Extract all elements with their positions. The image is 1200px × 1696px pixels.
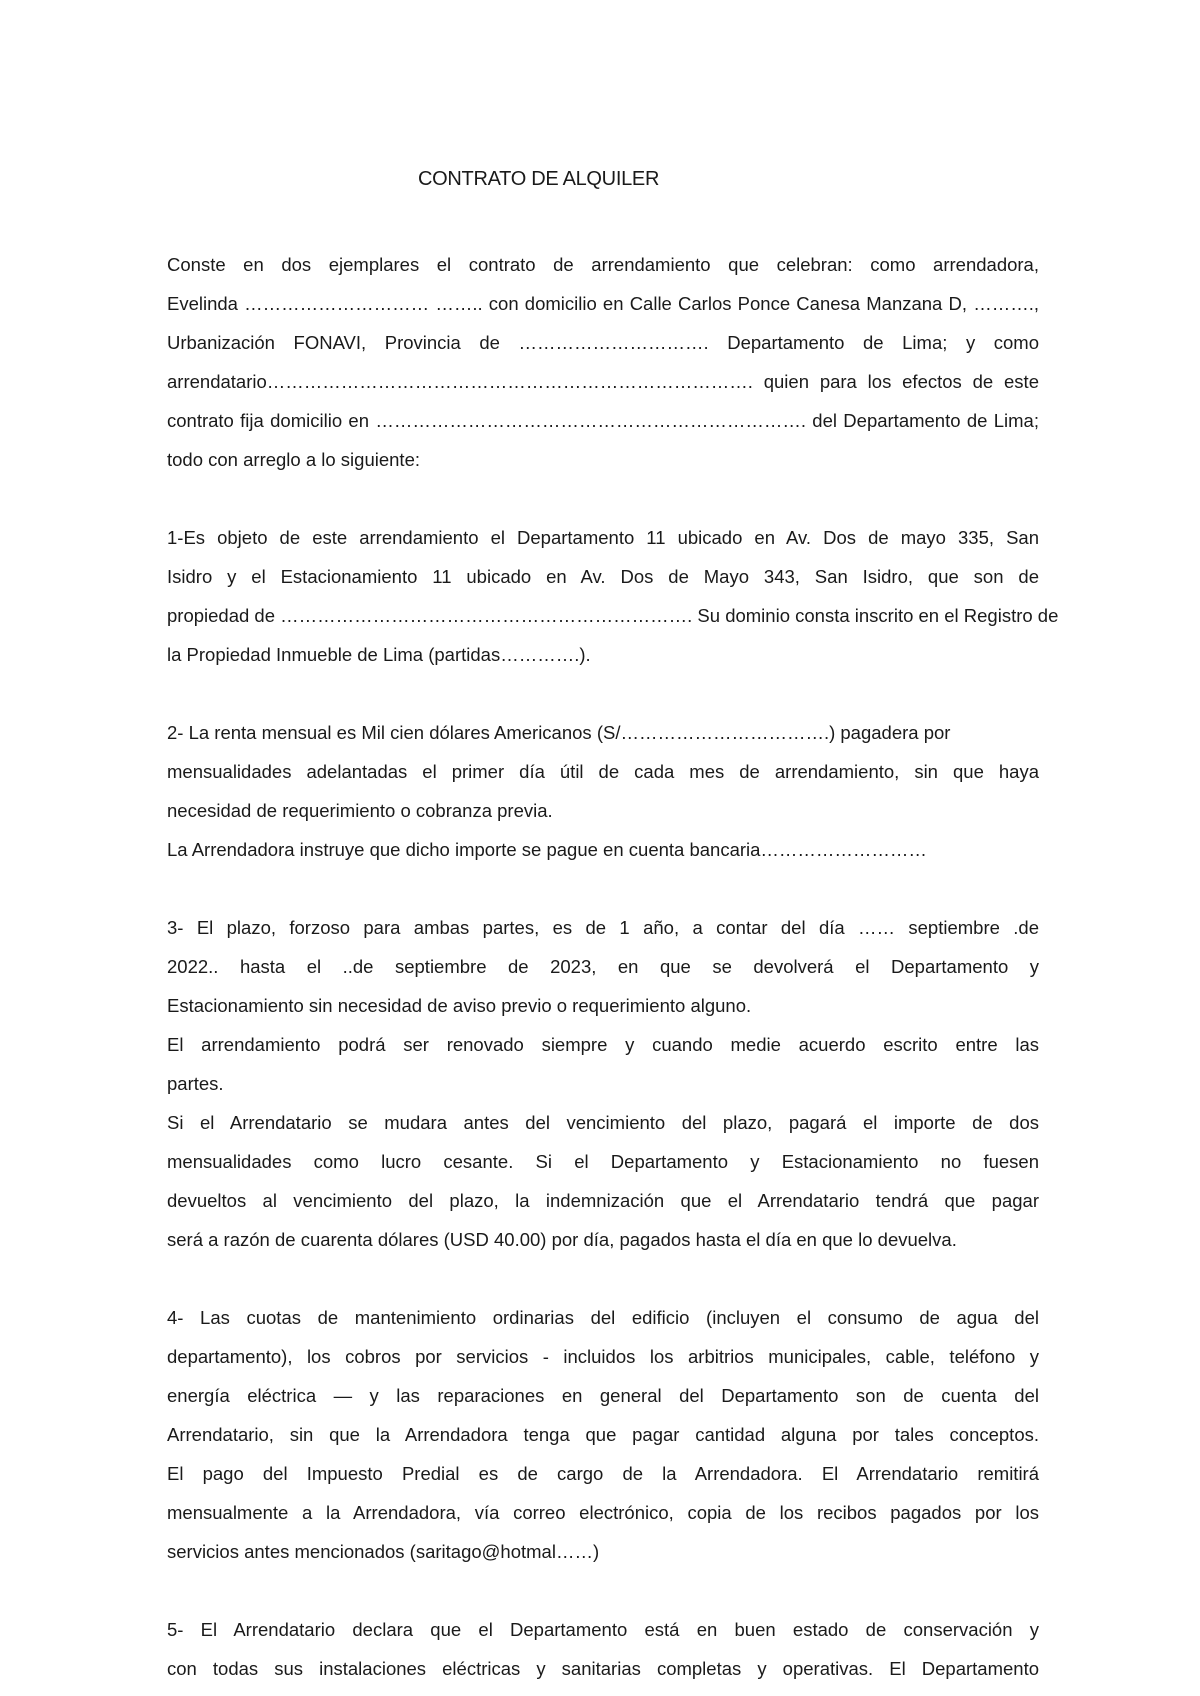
- text-line: El arrendamiento podrá ser renovado siempre y cuando medie acuerdo escrito entre las: [167, 1034, 1039, 1055]
- text-line: El pago del Impuesto Predial es de cargo de la Arrendadora. El Arrendatario remitirá: [167, 1463, 1039, 1484]
- text-line: la Propiedad Inmueble de Lima (partidas………….).: [167, 644, 591, 665]
- text-line: servicios antes mencionados (saritago@hotmal……): [167, 1541, 600, 1562]
- text-line: 2- La renta mensual es Mil cien dólares Americanos (S/…………………………….) pagadera por: [167, 722, 951, 743]
- text-line: devueltos al vencimiento del plazo, la indemnización que el Arrendatario tendrá que pagar: [167, 1190, 1039, 1211]
- text-line: Si el Arrendatario se mudara antes del vencimiento del plazo, pagará el importe de dos: [167, 1112, 1039, 1133]
- text-line: mensualmente a la Arrendadora, vía correo electrónico, copia de los recibos pagados por los: [167, 1502, 1039, 1523]
- text-line: contrato fija domicilio en ……………………………………………………………. del Departamento de Lima;: [167, 410, 1039, 431]
- document-title: CONTRATO DE ALQUILER: [418, 168, 660, 190]
- paragraph-clause-5: [167, 1610, 1039, 1688]
- paragraph-clause-2: [167, 713, 1039, 869]
- text-line: con todas sus instalaciones eléctricas y sanitarias completas y operativas. El Departamento: [167, 1658, 1039, 1679]
- text-line: energía eléctrica — y las reparaciones en general del Departamento son de cuenta del: [167, 1385, 1039, 1406]
- document-body: [167, 245, 1059, 1688]
- text-line: 2022.. hasta el ..de septiembre de 2023, en que se devolverá el Departamento y: [167, 956, 1039, 977]
- text-line: será a razón de cuarenta dólares (USD 40.00) por día, pagados hasta el día en que lo devuelva.: [167, 1229, 957, 1250]
- text-line: 1-Es objeto de este arrendamiento el Departamento 11 ubicado en Av. Dos de mayo 335, San: [167, 527, 1039, 548]
- text-line: 3- El plazo, forzoso para ambas partes, es de 1 año, a contar del día …… septiembre .de: [167, 917, 1039, 938]
- text-line: Urbanización FONAVI, Provincia de …………………………. Departamento de Lima; y como: [167, 332, 1039, 353]
- text-line: mensualidades como lucro cesante. Si el Departamento y Estacionamiento no fuesen: [167, 1151, 1039, 1172]
- text-line: 5- El Arrendatario declara que el Departamento está en buen estado de conservación y: [167, 1619, 1039, 1640]
- text-line: Evelinda ………………………… …….. con domicilio en Calle Carlos Ponce Canesa Manzana D, ……….,: [167, 293, 1039, 314]
- text-line: Arrendatario, sin que la Arrendadora tenga que pagar cantidad alguna por tales conceptos.: [167, 1424, 1039, 1445]
- text-line: Conste en dos ejemplares el contrato de arrendamiento que celebran: como arrendadora,: [167, 254, 1039, 275]
- text-line: propiedad de …………………………………………………………. Su dominio consta inscrito en el Registro de: [167, 605, 1059, 626]
- text-line: necesidad de requerimiento o cobranza previa.: [167, 800, 553, 821]
- text-line: arrendatario……………………………………………………………………. quien para los efectos de este: [167, 371, 1039, 392]
- paragraph-clause-1: [167, 518, 1059, 674]
- text-line: La Arrendadora instruye que dicho importe se pague en cuenta bancaria………………………: [167, 839, 927, 860]
- paragraph-intro: [167, 245, 1039, 479]
- paragraph-clause-4: [167, 1298, 1039, 1571]
- text-line: Estacionamiento sin necesidad de aviso previo o requerimiento alguno.: [167, 995, 752, 1016]
- text-line: mensualidades adelantadas el primer día útil de cada mes de arrendamiento, sin que haya: [167, 761, 1039, 782]
- text-line: departamento), los cobros por servicios - incluidos los arbitrios municipales, cable, teléfono y: [167, 1346, 1039, 1367]
- text-line: Isidro y el Estacionamiento 11 ubicado en Av. Dos de Mayo 343, San Isidro, que son de: [167, 566, 1039, 587]
- text-line: todo con arreglo a lo siguiente:: [167, 449, 421, 470]
- paragraph-clause-3: [167, 908, 1039, 1259]
- text-line: partes.: [167, 1073, 224, 1094]
- text-line: 4- Las cuotas de mantenimiento ordinarias del edificio (incluyen el consumo de agua del: [167, 1307, 1039, 1328]
